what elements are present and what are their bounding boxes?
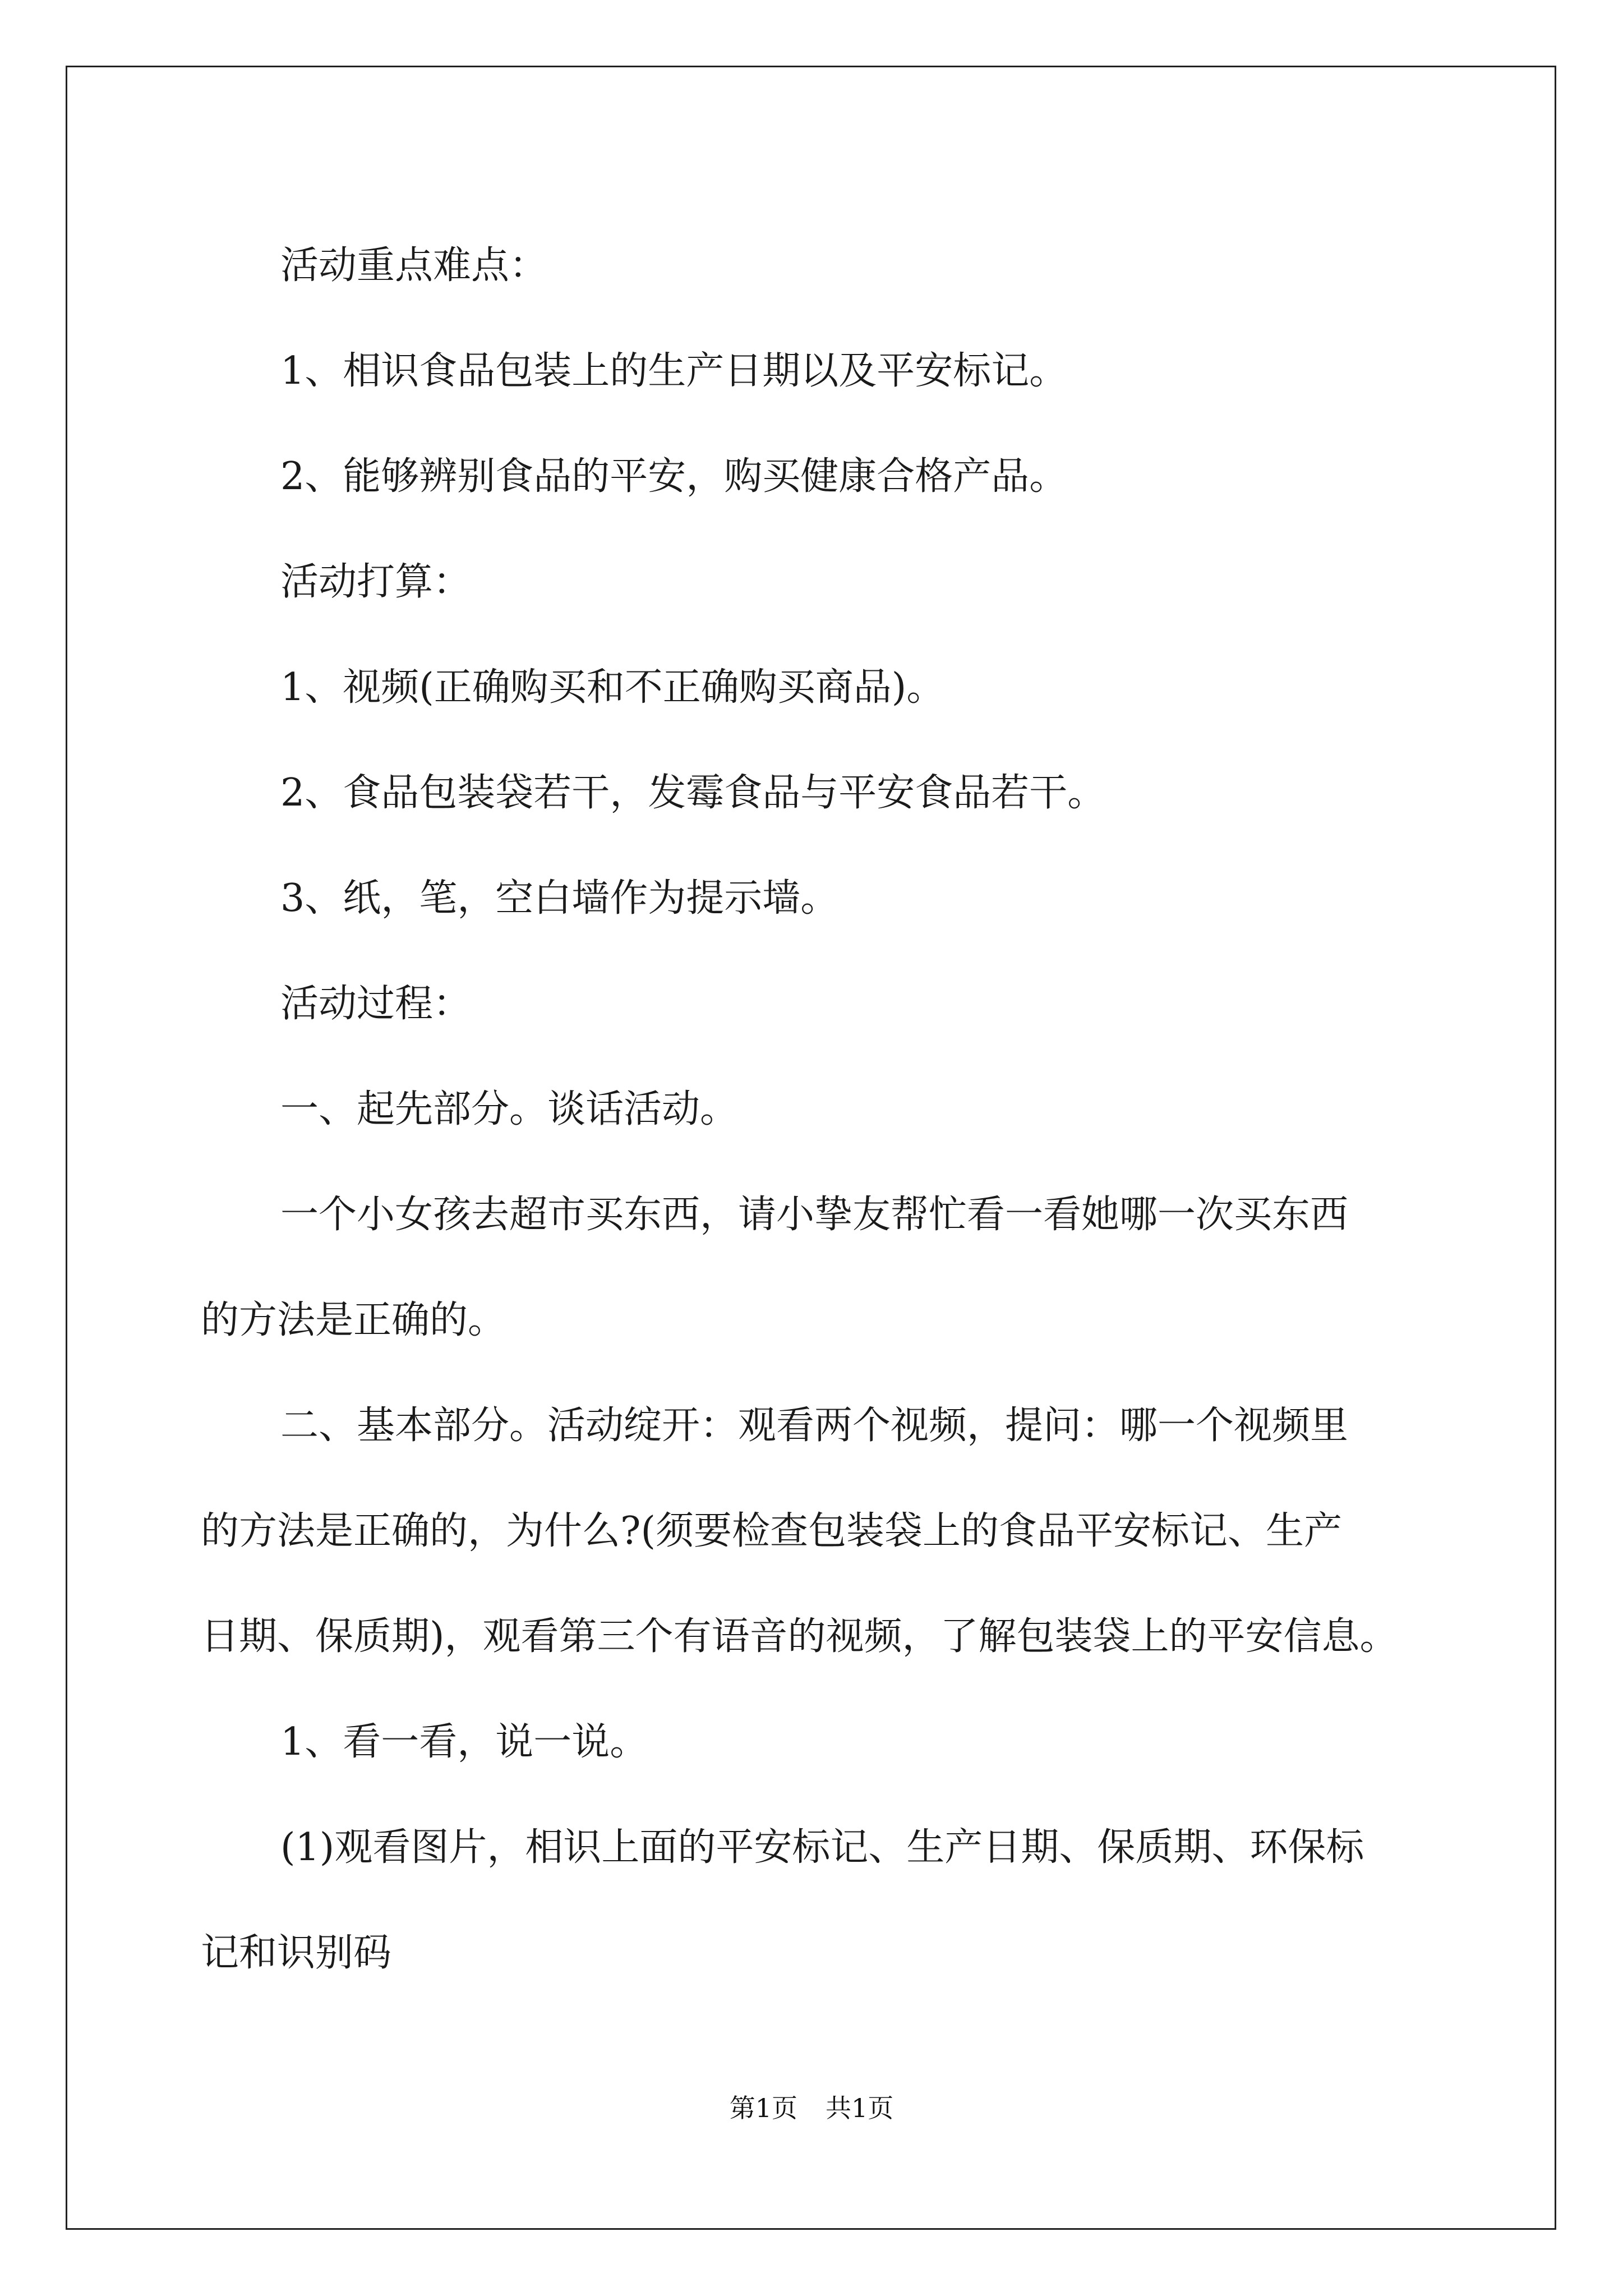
paragraph: 1、视频(正确购买和不正确购买商品)。 bbox=[280, 665, 945, 710]
paragraph-continuation: 记和识别码 bbox=[201, 1931, 392, 1975]
page-footer bbox=[0, 2091, 1623, 2125]
page-number: 第1页 bbox=[729, 2093, 797, 2123]
paragraph: 1、相识食品包装上的生产日期以及平安标记。 bbox=[280, 349, 1068, 393]
paragraph: 二、基本部分。活动绽开：观看两个视频，提问：哪一个视频里 bbox=[280, 1404, 1349, 1448]
paragraph: (1)观看图片，相识上面的平安标记、生产日期、保质期、环保标 bbox=[280, 1825, 1364, 1870]
section-heading-key-points: 活动重点难点： bbox=[280, 243, 548, 288]
section-heading-process: 活动过程： bbox=[280, 982, 472, 1026]
paragraph: 2、能够辨别食品的平安，购买健康合格产品。 bbox=[280, 454, 1068, 499]
paragraph: 2、食品包装袋若干，发霉食品与平安食品若干。 bbox=[280, 771, 1106, 815]
paragraph: 一个小女孩去超市买东西，请小挚友帮忙看一看她哪一次买东西 bbox=[280, 1193, 1349, 1237]
page-total: 共1页 bbox=[826, 2093, 894, 2123]
paragraph: 3、纸，笔，空白墙作为提示墙。 bbox=[280, 876, 839, 921]
paragraph-continuation: 的方法是正确的，为什么?(须要检查包装袋上的食品平安标记、生产 bbox=[201, 1509, 1342, 1553]
paragraph: 1、看一看，说一说。 bbox=[280, 1720, 648, 1764]
section-heading-preparation: 活动打算： bbox=[280, 560, 472, 604]
paragraph-continuation: 的方法是正确的。 bbox=[201, 1298, 506, 1342]
document-body bbox=[201, 213, 1435, 2006]
paragraph-continuation: 日期、保质期)，观看第三个有语音的视频，了解包装袋上的平安信息。 bbox=[201, 1614, 1398, 1659]
paragraph: 一、起先部分。谈话活动。 bbox=[280, 1087, 739, 1131]
